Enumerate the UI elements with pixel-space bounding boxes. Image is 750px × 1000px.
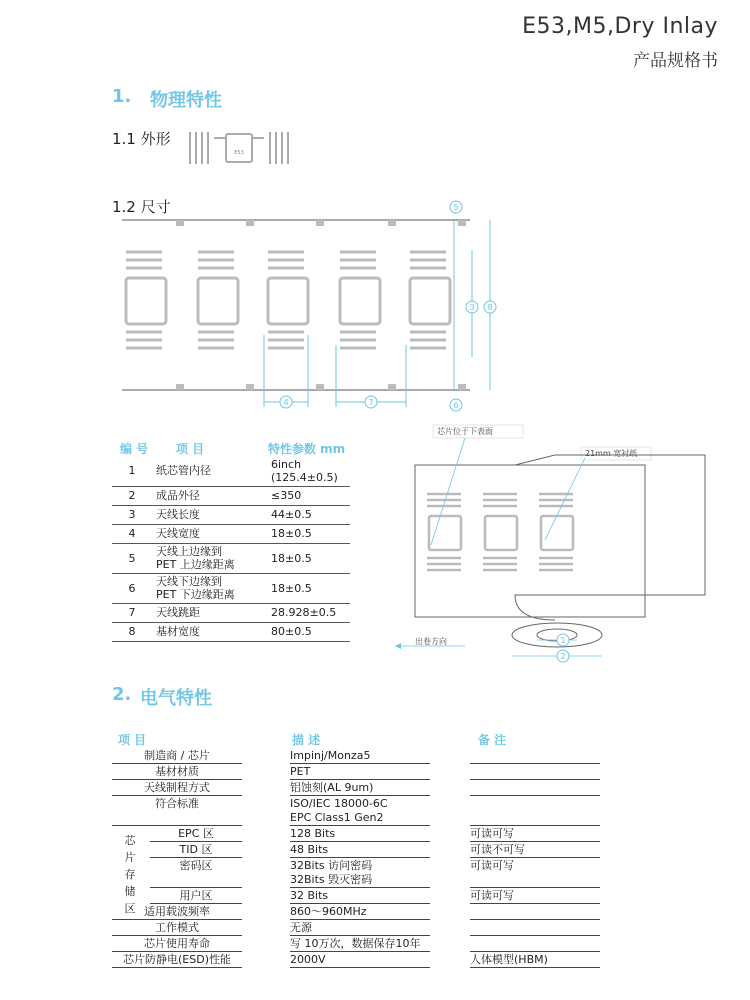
- elec-cell-item: 用户区: [150, 888, 242, 904]
- spec-head-value: 特性参数 mm: [268, 442, 346, 456]
- spec-cell-item: 天线跳距: [152, 603, 267, 622]
- spec-cell-value: 18±0.5: [267, 524, 350, 543]
- roll-marker-2: 2: [560, 652, 566, 661]
- elec-cell-desc: PET: [290, 764, 430, 780]
- inlay-outline-image: [186, 128, 292, 168]
- elec-cell-item: 天线制程方式: [112, 780, 242, 796]
- spec-row: [112, 573, 350, 603]
- spec-head-no: 编 号: [120, 442, 149, 456]
- spec-row: [112, 603, 350, 622]
- elec-cell-item: 制造商 / 芯片: [112, 748, 242, 764]
- spec-cell-item: 天线下边缘到 PET 下边缘距离: [152, 573, 267, 603]
- elec-cell-desc: Impinj/Monza5: [290, 748, 430, 764]
- spec-cell-value: 80±0.5: [267, 622, 350, 641]
- spec-row: [112, 543, 350, 573]
- spec-cell-value: 6inch (125.4±0.5): [267, 456, 350, 486]
- elec-cell-note: [470, 764, 600, 780]
- elec-head-note: 备 注: [478, 733, 507, 747]
- elec-cell-desc: 无源: [290, 920, 430, 936]
- section2-number: 2.: [112, 684, 132, 705]
- spec-cell-item: 基材宽度: [152, 622, 267, 641]
- inlay-chip-label: E53: [234, 150, 244, 156]
- spec-cell-no: 8: [112, 622, 152, 641]
- spec-cell-value: 18±0.5: [267, 543, 350, 573]
- elec-cell-item: 工作模式: [112, 920, 242, 936]
- elec-cell-item: TID 区: [150, 842, 242, 858]
- elec-cell-item: 芯片使用寿命: [112, 936, 242, 952]
- spec-cell-no: 6: [112, 573, 152, 603]
- spec-cell-value: 18±0.5: [267, 573, 350, 603]
- spec-cell-no: 2: [112, 486, 152, 505]
- chip-storage-char: 片: [124, 851, 136, 864]
- marker-7: 7: [368, 398, 374, 407]
- document-subtitle: 产品规格书: [633, 51, 718, 71]
- elec-cell-desc: 32Bits 访问密码 32Bits 毁灭密码: [290, 858, 430, 888]
- marker-6: 6: [453, 401, 459, 410]
- marker-4: 4: [283, 398, 289, 407]
- section1-title: 物理特性: [150, 90, 222, 111]
- size-label: 1.2 尺寸: [112, 198, 171, 216]
- elec-cell-desc: 写 10万次，数据保存10年: [290, 936, 430, 952]
- spec-cell-value: 44±0.5: [267, 505, 350, 524]
- appearance-label: 1.1 外形: [112, 130, 171, 148]
- elec-cell-note: [470, 780, 600, 796]
- spec-cell-no: 3: [112, 505, 152, 524]
- elec-cell-note: 可读可写: [470, 888, 600, 904]
- elec-cell-desc: ISO/IEC 18000-6C EPC Class1 Gen2: [290, 796, 430, 826]
- roll-marker-1: 1: [560, 636, 566, 645]
- elec-cell-desc: 860～960MHz: [290, 904, 430, 920]
- spec-table: [112, 456, 350, 642]
- elec-cell-item: 符合标准: [112, 796, 242, 826]
- spec-cell-item: 天线宽度: [152, 524, 267, 543]
- elec-cell-desc: 2000V: [290, 952, 430, 968]
- roll-diagram: [385, 420, 730, 670]
- spec-row: [112, 524, 350, 543]
- spec-cell-no: 4: [112, 524, 152, 543]
- elec-cell-item: 适用载波频率: [112, 904, 242, 920]
- spec-cell-no: 5: [112, 543, 152, 573]
- section2-title: 电气特性: [140, 688, 212, 709]
- spec-row: [112, 456, 350, 486]
- elec-cell-note: 可读可写: [470, 858, 600, 888]
- elec-cell-note: [470, 936, 600, 952]
- direction-label: 出卷方向: [415, 637, 447, 646]
- elec-cell-desc: 32 Bits: [290, 888, 430, 904]
- elec-cell-desc: 48 Bits: [290, 842, 430, 858]
- elec-cell-item: 基材材质: [112, 764, 242, 780]
- spec-cell-item: 成品外径: [152, 486, 267, 505]
- liner-note: 21mm 宽衬纸: [585, 449, 638, 458]
- marker-8: 8: [487, 303, 493, 312]
- chip-note: 芯片位于下表面: [437, 427, 493, 436]
- elec-cell-note: [470, 796, 600, 826]
- spec-head-item: 项 目: [176, 442, 205, 456]
- chip-storage-label: [122, 832, 138, 917]
- spec-cell-item: 天线上边缘到 PET 上边缘距离: [152, 543, 267, 573]
- spec-cell-no: 1: [112, 456, 152, 486]
- marker-3: 3: [469, 303, 475, 312]
- elec-cell-note: [470, 920, 600, 936]
- elec-cell-desc: 铝蚀刻(AL 9um): [290, 780, 430, 796]
- spec-cell-value: ≤350: [267, 486, 350, 505]
- spec-row: [112, 622, 350, 641]
- elec-cell-note: 人体模型(HBM): [470, 952, 600, 968]
- elec-cell-item: EPC 区: [150, 826, 242, 842]
- elec-cell-desc: 128 Bits: [290, 826, 430, 842]
- spec-cell-no: 7: [112, 603, 152, 622]
- elec-head-item: 项 目: [118, 733, 147, 747]
- spec-row: [112, 486, 350, 505]
- section1-number: 1.: [112, 86, 132, 107]
- marker-5: 5: [453, 203, 459, 212]
- elec-cell-note: 可读不可写: [470, 842, 600, 858]
- dimension-drawing: [110, 195, 510, 415]
- spec-row: [112, 505, 350, 524]
- elec-cell-note: [470, 904, 600, 920]
- chip-storage-char: 区: [124, 902, 136, 915]
- spec-cell-item: 天线长度: [152, 505, 267, 524]
- spec-cell-item: 纸芯管内径: [152, 456, 267, 486]
- chip-storage-char: 存: [124, 868, 136, 881]
- elec-cell-item: 芯片防静电(ESD)性能: [112, 952, 242, 968]
- elec-cell-item: 密码区: [150, 858, 242, 888]
- spec-cell-value: 28.928±0.5: [267, 603, 350, 622]
- chip-storage-char: 储: [124, 885, 136, 898]
- document-title: E53,M5,Dry Inlay: [522, 14, 718, 39]
- chip-storage-char: 芯: [124, 834, 136, 847]
- elec-cell-note: [470, 748, 600, 764]
- elec-head-desc: 描 述: [292, 733, 321, 747]
- elec-cell-note: 可读可写: [470, 826, 600, 842]
- antenna-group: [126, 252, 450, 348]
